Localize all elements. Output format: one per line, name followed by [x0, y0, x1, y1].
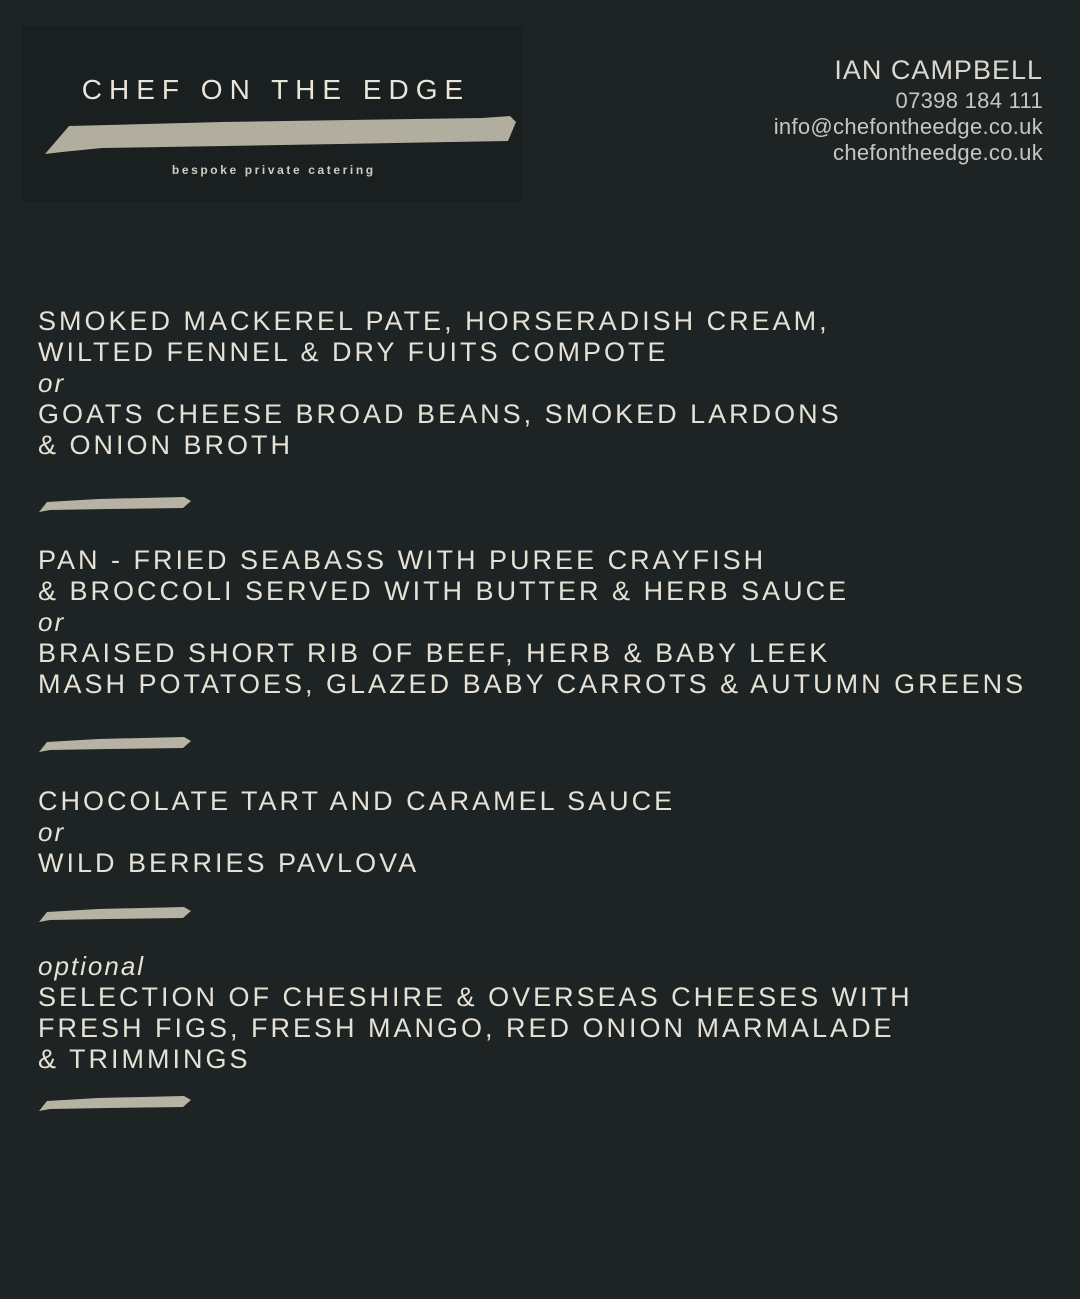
- or-separator: or: [38, 368, 66, 398]
- or-separator: or: [38, 607, 66, 637]
- course-dessert: [38, 786, 675, 879]
- menu-item-line: PAN - FRIED SEABASS WITH PUREE CRAYFISH: [38, 545, 767, 575]
- menu-item-line: WILD BERRIES PAVLOVA: [38, 848, 420, 878]
- logo-brush-stroke: [42, 114, 516, 156]
- menu-item-line: GOATS CHEESE BROAD BEANS, SMOKED LARDONS: [38, 399, 842, 429]
- course-starter: [38, 306, 842, 461]
- brush-divider: [38, 907, 191, 923]
- contact-name: IAN CAMPBELL: [834, 55, 1043, 85]
- logo-subtitle: bespoke private catering: [171, 163, 376, 177]
- menu-item-line: WILTED FENNEL & DRY FUITS COMPOTE: [38, 337, 669, 367]
- menu-item-line: SMOKED MACKEREL PATE, HORSERADISH CREAM,: [38, 306, 830, 336]
- menu-item-line: FRESH FIGS, FRESH MANGO, RED ONION MARMALADE: [38, 1013, 895, 1043]
- course-main: [38, 545, 1026, 700]
- or-separator: or: [38, 817, 66, 847]
- contact-phone: 07398 184 111: [895, 88, 1043, 113]
- menu-item-line: CHOCOLATE TART AND CARAMEL SAUCE: [38, 786, 676, 816]
- logo-title: CHEF ON THE EDGE: [81, 74, 471, 105]
- menu-item-line: & TRIMMINGS: [38, 1044, 251, 1074]
- contact-block: [774, 52, 1043, 166]
- brush-divider: [38, 497, 191, 513]
- menu-item-line: MASH POTATOES, GLAZED BABY CARROTS & AUTUMN GREENS: [38, 669, 1027, 699]
- course-cheese-optional: [38, 951, 913, 1075]
- menu-item-line: BRAISED SHORT RIB OF BEEF, HERB & BABY LEEK: [38, 638, 831, 668]
- brush-divider: [38, 1096, 191, 1112]
- menu-item-line: & BROCCOLI SERVED WITH BUTTER & HERB SAUCE: [38, 576, 850, 606]
- contact-email: info@chefontheedge.co.uk: [773, 114, 1043, 139]
- menu-item-line: SELECTION OF CHESHIRE & OVERSEAS CHEESES WITH: [38, 982, 913, 1012]
- logo: [22, 26, 523, 202]
- menu-item-line: & ONION BROTH: [38, 430, 294, 460]
- brush-divider: [38, 737, 191, 753]
- contact-website: chefontheedge.co.uk: [833, 140, 1043, 165]
- optional-label: optional: [38, 951, 146, 981]
